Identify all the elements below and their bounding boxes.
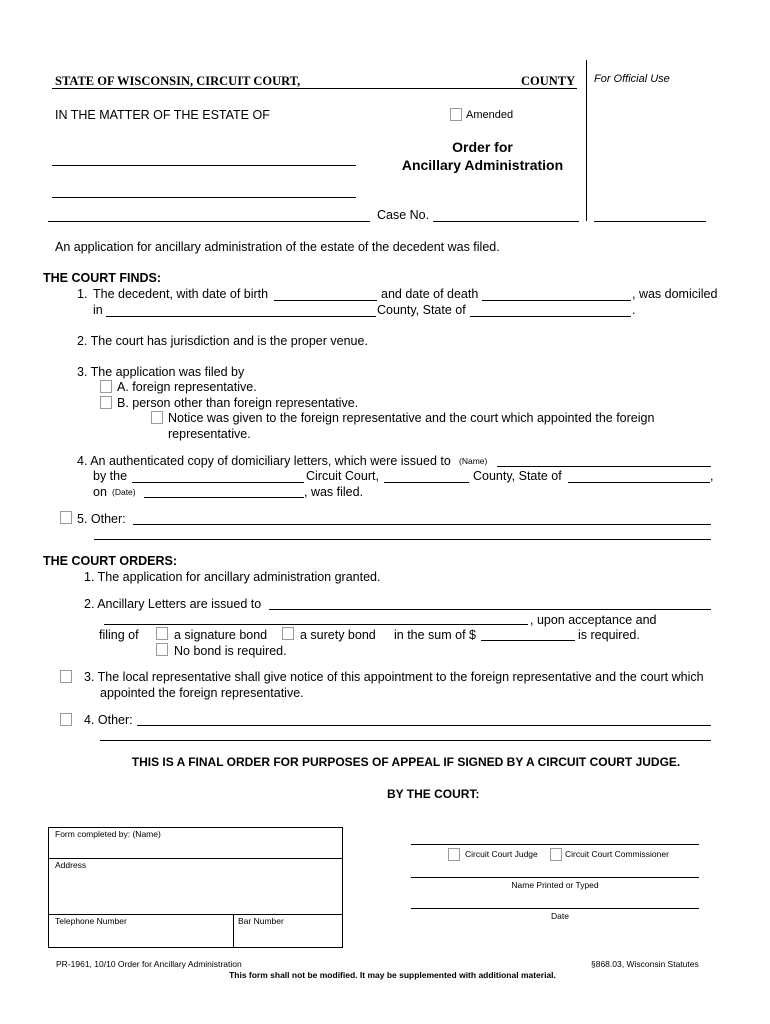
finds-heading: THE COURT FINDS:: [43, 271, 162, 285]
by-the-court: BY THE COURT:: [387, 787, 480, 801]
telephone-label: Telephone Number: [55, 916, 127, 926]
order-3-line1: 3. The local representative shall give notice of this appointment to the foreign representative and the court which: [84, 670, 704, 684]
find-4-county: County, State of: [473, 469, 562, 483]
find-5-label: 5. Other:: [77, 512, 126, 526]
order-1: 1. The application for ancillary administration granted.: [84, 570, 381, 584]
court-label: STATE OF WISCONSIN, CIRCUIT COURT,: [55, 74, 301, 88]
completed-by-label: Form completed by: (Name): [55, 829, 161, 839]
amended-checkbox[interactable]: [450, 108, 462, 121]
date-line[interactable]: [411, 908, 699, 909]
notice-given-checkbox[interactable]: [151, 411, 163, 424]
find-4-date-hint: (Date): [112, 487, 136, 497]
find-4-comma: ,: [710, 469, 714, 483]
find-4-by: by the: [93, 469, 128, 483]
domicile-state-field[interactable]: [470, 316, 631, 317]
order-2-sum: in the sum of $: [394, 628, 476, 642]
case-no-label: Case No.: [377, 208, 430, 222]
county-label: COUNTY: [521, 74, 576, 88]
find-5-other-field[interactable]: [133, 524, 711, 525]
find-5-checkbox[interactable]: [60, 511, 72, 524]
judge-checkbox[interactable]: [448, 848, 460, 861]
official-use-label: For Official Use: [594, 73, 670, 85]
orders-heading: THE COURT ORDERS:: [43, 554, 178, 568]
estate-name-line-1[interactable]: [52, 165, 356, 166]
find-4-name-hint: (Name): [459, 456, 488, 466]
letters-issued-to-field-2[interactable]: [104, 624, 528, 625]
signature-bond-label: a signature bond: [174, 628, 268, 642]
form-id: PR-1961, 10/10 Order for Ancillary Administration: [56, 959, 242, 969]
notice-text-1: Notice was given to the foreign representative and the court which appointed the foreign: [168, 411, 655, 425]
other-person-checkbox[interactable]: [100, 396, 112, 409]
order-3-checkbox[interactable]: [60, 670, 72, 683]
county-line: [52, 88, 577, 89]
intro-text: An application for ancillary administration of the estate of the decedent was filed.: [55, 240, 500, 254]
find-4-circuit: Circuit Court,: [306, 469, 379, 483]
no-bond-checkbox[interactable]: [156, 643, 168, 656]
find-1-county: County, State of: [377, 303, 466, 317]
phone-bar-divider: [233, 914, 234, 948]
matter-label: IN THE MATTER OF THE ESTATE OF: [55, 108, 270, 122]
notice-text-2: representative.: [168, 427, 251, 441]
order-2-text: 2. Ancillary Letters are issued to: [84, 597, 262, 611]
commissioner-checkbox[interactable]: [550, 848, 562, 861]
judge-label: Circuit Court Judge: [465, 849, 538, 859]
issuing-state-field[interactable]: [568, 482, 710, 483]
find-4-text: 4. An authenticated copy of domiciliary letters, which were issued to: [77, 454, 451, 468]
signature-bond-checkbox[interactable]: [156, 627, 168, 640]
surety-bond-label: a surety bond: [300, 628, 376, 642]
title-line2: Ancillary Administration: [401, 157, 564, 173]
final-order-notice: THIS IS A FINAL ORDER FOR PURPOSES OF APPEAL IF SIGNED BY A CIRCUIT COURT JUDGE.: [131, 755, 681, 769]
find-5-other-field-2[interactable]: [94, 539, 711, 540]
find-1-text-b: and date of death: [381, 287, 479, 301]
find-1-num: 1.: [77, 287, 88, 301]
order-4-other-field-2[interactable]: [100, 740, 711, 741]
find-2: 2. The court has jurisdiction and is the proper venue.: [77, 334, 368, 348]
foreign-rep-checkbox[interactable]: [100, 380, 112, 393]
issuing-county-field[interactable]: [384, 482, 469, 483]
order-2-accept: , upon acceptance and: [530, 613, 657, 627]
issuing-court-field[interactable]: [132, 482, 304, 483]
order-4-label: 4. Other:: [84, 713, 133, 727]
find-3b-label: B. person other than foreign representative.: [117, 396, 359, 410]
domicile-county-field[interactable]: [106, 316, 376, 317]
birth-date-field[interactable]: [274, 300, 377, 301]
title-line1: Order for: [452, 139, 513, 155]
letters-issued-to-field[interactable]: [269, 609, 711, 610]
completed-by-box: [48, 827, 343, 948]
surety-bond-checkbox[interactable]: [282, 627, 294, 640]
no-bond-label: No bond is required.: [174, 644, 287, 658]
signature-line[interactable]: [411, 844, 699, 845]
death-date-field[interactable]: [482, 300, 631, 301]
find-3a-label: A. foreign representative.: [117, 380, 257, 394]
order-3-line2: appointed the foreign representative.: [100, 686, 304, 700]
name-printed-label: Name Printed or Typed: [511, 880, 599, 890]
order-4-checkbox[interactable]: [60, 713, 72, 726]
header-bottom-line: [48, 221, 370, 222]
issued-to-name-field[interactable]: [497, 466, 711, 467]
address-divider: [48, 914, 343, 915]
find-1-text-c: , was domiciled: [632, 287, 718, 301]
order-2-required: is required.: [578, 628, 640, 642]
statute-ref: §868.03, Wisconsin Statutes: [591, 959, 699, 969]
find-3: 3. The application was filed by: [77, 365, 245, 379]
filed-date-field[interactable]: [144, 497, 304, 498]
find-1-in: in: [93, 303, 103, 317]
amended-label: Amended: [466, 109, 514, 121]
address-label: Address: [55, 860, 87, 870]
find-4-on: on: [93, 485, 107, 499]
order-4-other-field[interactable]: [137, 725, 711, 726]
name-printed-line[interactable]: [411, 877, 699, 878]
modification-notice: This form shall not be modified. It may be supplemented with additional material.: [229, 970, 556, 980]
date-label: Date: [551, 911, 569, 921]
estate-name-line-2[interactable]: [52, 197, 356, 198]
find-1-period: .: [632, 303, 636, 317]
commissioner-label: Circuit Court Commissioner: [565, 849, 669, 859]
bond-amount-field[interactable]: [481, 640, 575, 641]
case-no-field[interactable]: [433, 221, 579, 222]
bar-number-label: Bar Number: [238, 916, 284, 926]
completed-by-divider: [48, 858, 343, 859]
order-2-filing: filing of: [99, 628, 139, 642]
official-use-bottom-line: [594, 221, 706, 222]
find-4-filed: , was filed.: [304, 485, 364, 499]
find-1-text-a: The decedent, with date of birth: [93, 287, 269, 301]
